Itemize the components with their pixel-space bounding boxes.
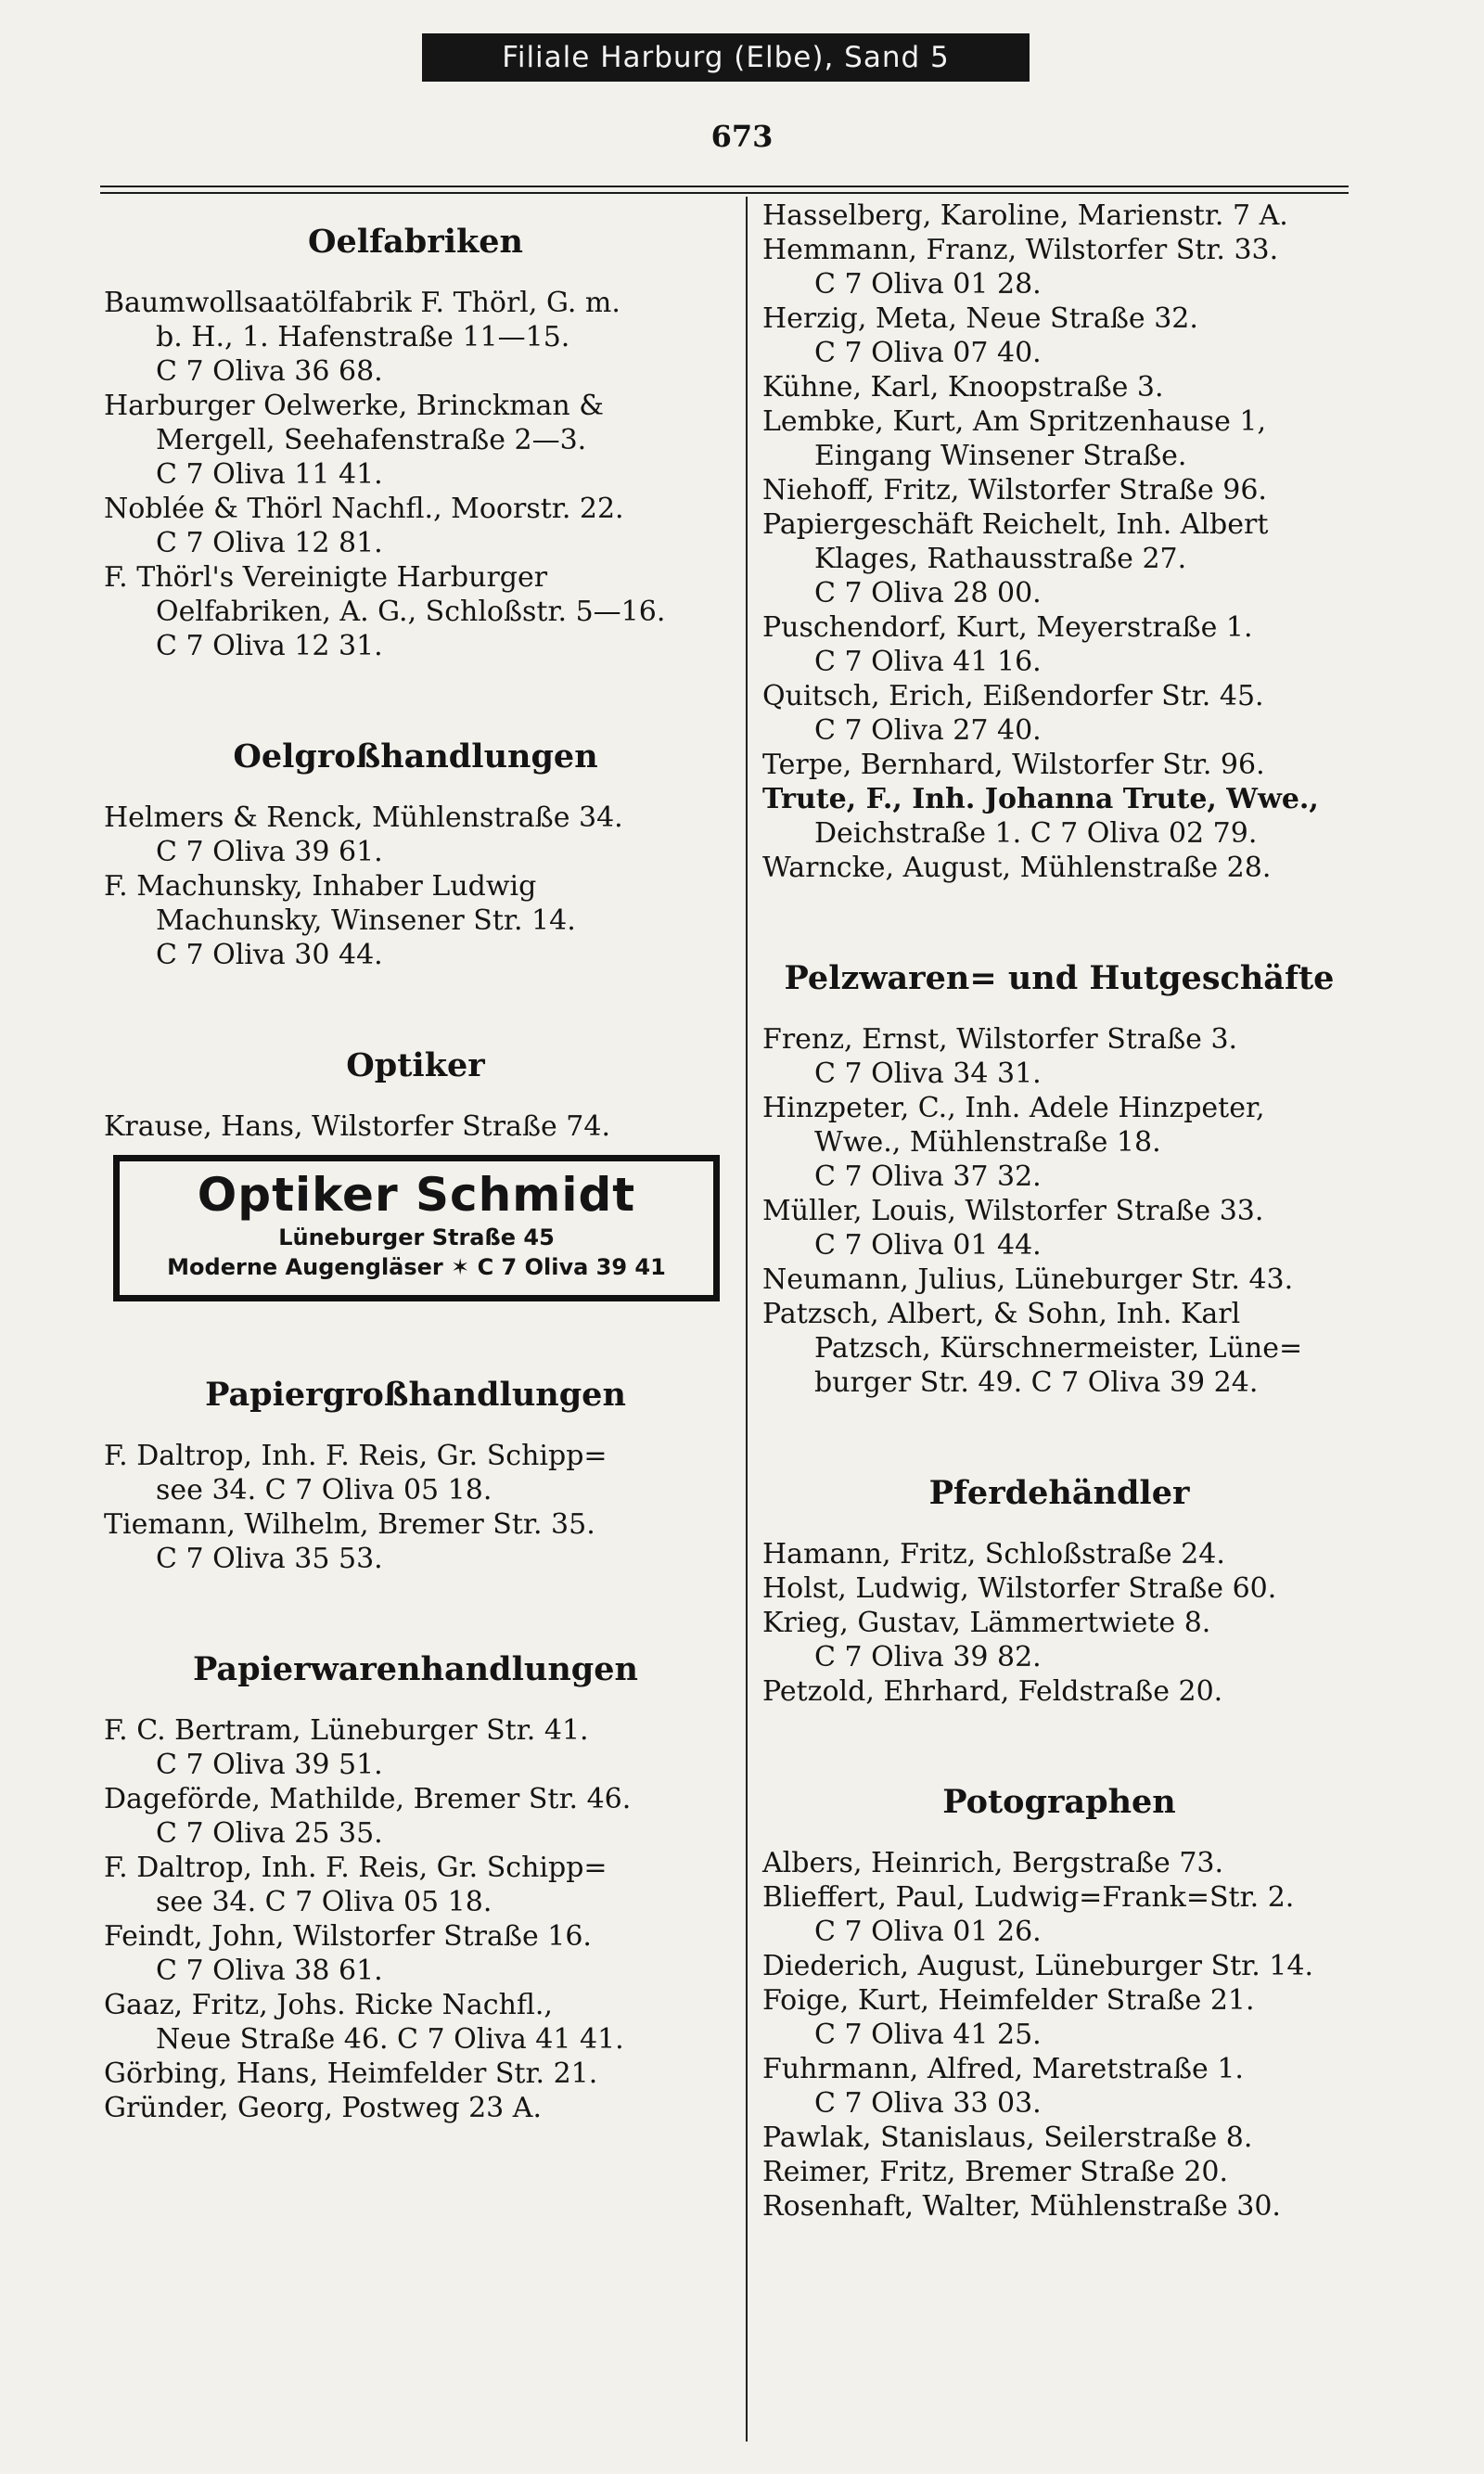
directory-entry: Krieg, Gustav, Lämmertwiete 8. C 7 Oliva 39 82. bbox=[762, 1607, 1211, 1673]
directory-entry: Diederich, August, Lüneburger Str. 14. bbox=[762, 1950, 1313, 1982]
directory-entry: Warncke, August, Mühlenstraße 28. bbox=[762, 852, 1272, 884]
directory-entry: Papiergeschäft Reichelt, Inh. Albert Klages, Rathausstraße 27. C 7 Oliva 28 00. bbox=[762, 508, 1269, 609]
directory-entry: Noblée & Thörl Nachfl., Moorstr. 22. C 7 Oliva 12 81. bbox=[104, 493, 624, 559]
directory-entry: Gaaz, Fritz, Johs. Ricke Nachfl., Neue Straße 46. C 7 Oliva 41 41. bbox=[104, 1989, 624, 2056]
column-divider bbox=[746, 197, 748, 2442]
directory-entry: Blieffert, Paul, Ludwig=Frank=Str. 2. C 7 Oliva 01 26. bbox=[762, 1881, 1295, 1948]
directory-entry: Feindt, John, Wilstorfer Straße 16. C 7 Oliva 38 61. bbox=[104, 1920, 592, 1987]
directory-entry: Trute, F., Inh. Johanna Trute, Wwe., Deichstraße 1. C 7 Oliva 02 79. bbox=[762, 783, 1319, 850]
header-rule bbox=[100, 186, 1349, 187]
directory-entry: Hasselberg, Karoline, Marienstr. 7 A. bbox=[762, 199, 1288, 232]
section-heading: Papierwarenhandlungen bbox=[193, 1650, 638, 1688]
directory-entry: Quitsch, Erich, Eißendorfer Str. 45. C 7 Oliva 27 40. bbox=[762, 680, 1264, 747]
section-heading: Potographen bbox=[942, 1783, 1176, 1821]
left-column bbox=[104, 199, 727, 2125]
directory-entry: Hamann, Fritz, Schloßstraße 24. bbox=[762, 1538, 1225, 1570]
advertisement-title: Optiker Schmidt bbox=[197, 1168, 636, 1222]
directory-entry: F. Daltrop, Inh. F. Reis, Gr. Schipp= see 34. C 7 Oliva 05 18. bbox=[104, 1852, 608, 1918]
directory-entry: Albers, Heinrich, Bergstraße 73. bbox=[762, 1847, 1224, 1879]
directory-entry: Tiemann, Wilhelm, Bremer Str. 35. C 7 Oliva 35 53. bbox=[104, 1508, 595, 1575]
section-heading: Oelfabriken bbox=[308, 223, 523, 261]
directory-entry: Frenz, Ernst, Wilstorfer Straße 3. C 7 Oliva 34 31. bbox=[762, 1023, 1238, 1090]
directory-entry: Niehoff, Fritz, Wilstorfer Straße 96. bbox=[762, 474, 1267, 506]
directory-entry: Holst, Ludwig, Wilstorfer Straße 60. bbox=[762, 1572, 1277, 1605]
directory-entry: Helmers & Renck, Mühlenstraße 34. C 7 Oliva 39 61. bbox=[104, 801, 623, 868]
optiker-schmidt-advertisement bbox=[113, 1155, 720, 1301]
section-heading: Oelgroßhandlungen bbox=[233, 737, 598, 776]
directory-entry: F. Machunsky, Inhaber Ludwig Machunsky, Winsener Str. 14. C 7 Oliva 30 44. bbox=[104, 870, 576, 971]
directory-entry: Krause, Hans, Wilstorfer Straße 74. bbox=[104, 1110, 610, 1143]
directory-entry: Hemmann, Franz, Wilstorfer Str. 33. C 7 Oliva 01 28. bbox=[762, 234, 1279, 301]
directory-entry: Foige, Kurt, Heimfelder Straße 21. C 7 Oliva 41 25. bbox=[762, 1984, 1255, 2051]
section-heading: Optiker bbox=[346, 1046, 485, 1084]
directory-entry: Hinzpeter, C., Inh. Adele Hinzpeter, Wwe., Mühlenstraße 18. C 7 Oliva 37 32. bbox=[762, 1092, 1265, 1193]
page-number: 673 bbox=[710, 119, 774, 154]
directory-entry: Kühne, Karl, Knoopstraße 3. bbox=[762, 371, 1164, 404]
directory-entry: Harburger Oelwerke, Brinckman & Mergell, Seehafenstraße 2—3. C 7 Oliva 11 41. bbox=[104, 390, 604, 491]
directory-entry: Lembke, Kurt, Am Spritzenhause 1, Eingang Winsener Straße. bbox=[762, 405, 1266, 472]
directory-entry: Patzsch, Albert, & Sohn, Inh. Karl Patzsch, Kürschnermeister, Lüne= burger Str. 49. C 7 Oliva 39 24. bbox=[762, 1298, 1303, 1399]
advertisement-address: Lüneburger Straße 45 bbox=[278, 1224, 555, 1250]
directory-entry: Gründer, Georg, Postweg 23 A. bbox=[104, 2092, 542, 2124]
section-heading: Papiergroßhandlungen bbox=[205, 1376, 626, 1414]
directory-entry: Puschendorf, Kurt, Meyerstraße 1. C 7 Oliva 41 16. bbox=[762, 611, 1253, 678]
right-column bbox=[762, 199, 1356, 2224]
header-rule bbox=[100, 192, 1349, 194]
advertisement-tagline: Moderne Augengläser ✶ C 7 Oliva 39 41 bbox=[167, 1254, 666, 1280]
directory-entry: F. C. Bertram, Lüneburger Str. 41. C 7 Oliva 39 51. bbox=[104, 1714, 589, 1781]
directory-entry: Terpe, Bernhard, Wilstorfer Str. 96. bbox=[762, 749, 1265, 781]
directory-entry: Görbing, Hans, Heimfelder Str. 21. bbox=[104, 2057, 598, 2090]
directory-entry: Pawlak, Stanislaus, Seilerstraße 8. bbox=[762, 2121, 1253, 2154]
section-heading: Pferdehändler bbox=[928, 1474, 1190, 1512]
directory-entry: Dageförde, Mathilde, Bremer Str. 46. C 7 Oliva 25 35. bbox=[104, 1783, 632, 1850]
directory-entry: Fuhrmann, Alfred, Maretstraße 1. C 7 Oliva 33 03. bbox=[762, 2053, 1244, 2120]
directory-entry: Rosenhaft, Walter, Mühlenstraße 30. bbox=[762, 2190, 1281, 2223]
directory-entry: F. Daltrop, Inh. F. Reis, Gr. Schipp= see 34. C 7 Oliva 05 18. bbox=[104, 1440, 608, 1506]
section-heading: Pelzwaren= und Hutgeschäfte bbox=[784, 959, 1335, 997]
directory-entry: F. Thörl's Vereinigte Harburger Oelfabriken, A. G., Schloßstr. 5—16. C 7 Oliva 12 31. bbox=[104, 561, 666, 662]
header-banner: Filiale Harburg (Elbe), Sand 5 bbox=[422, 33, 1030, 82]
directory-entry: Reimer, Fritz, Bremer Straße 20. bbox=[762, 2156, 1229, 2188]
directory-entry: Neumann, Julius, Lüneburger Str. 43. bbox=[762, 1263, 1294, 1296]
directory-entry: Baumwollsaatölfabrik F. Thörl, G. m. b. H., 1. Hafenstraße 11—15. C 7 Oliva 36 68. bbox=[104, 287, 620, 388]
directory-entry: Petzold, Ehrhard, Feldstraße 20. bbox=[762, 1675, 1223, 1708]
directory-entry: Herzig, Meta, Neue Straße 32. C 7 Oliva 07 40. bbox=[762, 302, 1198, 369]
directory-entry: Müller, Louis, Wilstorfer Straße 33. C 7 Oliva 01 44. bbox=[762, 1195, 1264, 1262]
